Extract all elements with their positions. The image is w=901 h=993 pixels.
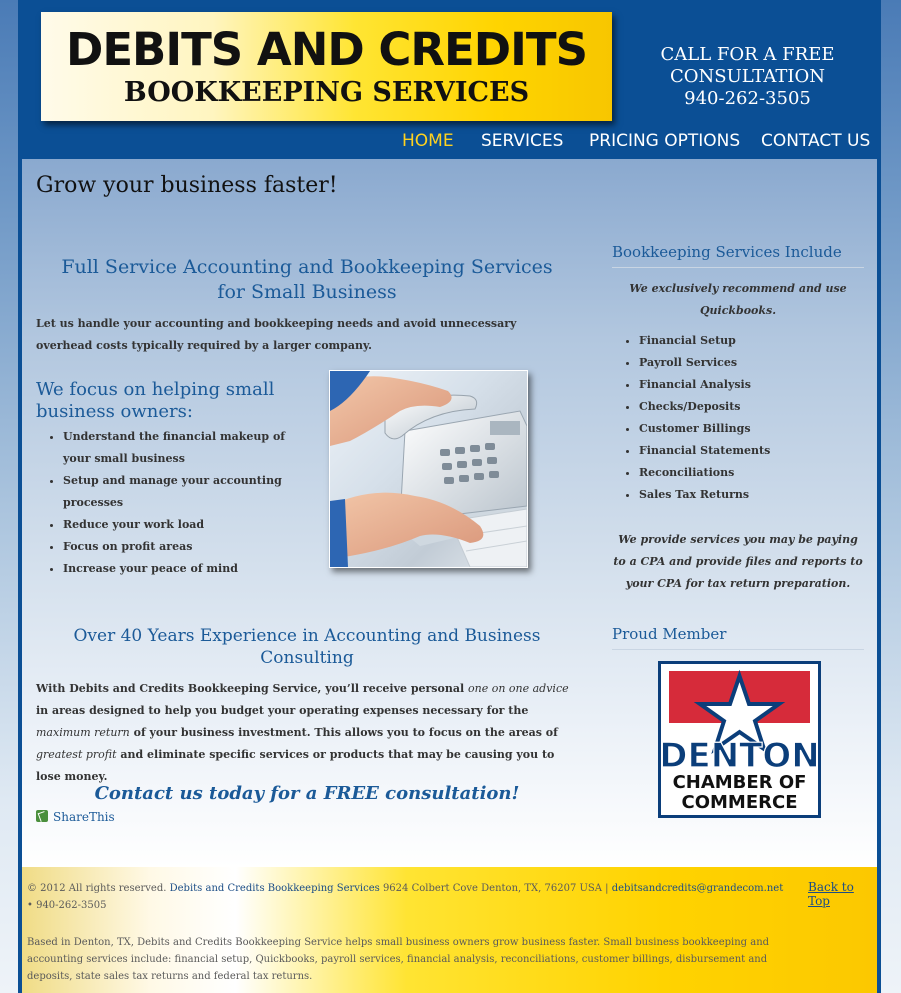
footer-contact-line bbox=[27, 880, 787, 914]
heading-experience: Over 40 Years Experience in Accounting and Business Consulting bbox=[73, 626, 541, 668]
list-item: • Understand the financial makeup of your small business bbox=[63, 426, 313, 470]
company-link[interactable]: Debits and Credits Bookkeeping Services bbox=[169, 883, 380, 894]
header-phone: 940-262-3505 bbox=[684, 88, 811, 109]
badge-line-2: CHAMBER OF bbox=[672, 772, 807, 793]
list-item: • Checks/Deposits bbox=[639, 396, 889, 418]
site-logo[interactable] bbox=[41, 12, 612, 121]
share-this-button[interactable] bbox=[36, 810, 115, 824]
list-item: • Setup and manage your accounting processes bbox=[63, 470, 313, 514]
phone-photo-illustration bbox=[330, 371, 527, 567]
list-item: • Financial Setup bbox=[639, 330, 889, 352]
copyright-text: © 2012 All rights reserved. bbox=[27, 883, 167, 894]
nav-services[interactable]: SERVICES bbox=[481, 131, 564, 151]
badge-line-1: DENTON bbox=[661, 736, 818, 776]
footer-address: 9624 Colbert Cove Denton, TX, 76207 USA | bbox=[379, 883, 612, 894]
text-run: and eliminate specific services or products that may be causing you to lose money. bbox=[36, 748, 555, 783]
focus-list bbox=[36, 426, 313, 580]
logo-subtitle: BOOKKEEPING SERVICES bbox=[123, 77, 530, 108]
call-line-2: CONSULTATION bbox=[670, 66, 825, 87]
nav-pricing-options[interactable]: PRICING OPTIONS bbox=[589, 131, 741, 151]
quickbooks-note: We exclusively recommend and use Quickbooks. bbox=[629, 282, 847, 317]
phone-keyboard-photo bbox=[329, 370, 528, 568]
list-item: • Financial Statements bbox=[639, 440, 889, 462]
text-run: in areas designed to help you budget your operating expenses necessary for the bbox=[36, 704, 529, 717]
heading-full-service: Full Service Accounting and Bookkeeping Services for Small Business bbox=[61, 256, 553, 303]
member-heading: Proud Member bbox=[612, 625, 864, 650]
text-run: of your business investment. This allows you to focus on the areas of bbox=[129, 726, 558, 739]
share-icon bbox=[36, 810, 48, 822]
contact-cta[interactable]: Contact us today for a FREE consultation! bbox=[94, 783, 520, 804]
intro-paragraph: Let us handle your accounting and bookkeeping needs and avoid unnecessary overhead costs typically required by a larger company. bbox=[36, 317, 517, 352]
list-item: • Reconciliations bbox=[639, 462, 889, 484]
chamber-logo-graphic bbox=[661, 664, 818, 815]
list-item: • Payroll Services bbox=[639, 352, 889, 374]
main-content bbox=[22, 159, 877, 867]
back-to-top-link[interactable]: Back to Top bbox=[808, 880, 854, 908]
footer-email-link[interactable]: debitsandcredits@grandecom.net bbox=[611, 883, 784, 894]
logo-title: DEBITS AND CREDITS bbox=[65, 23, 588, 76]
denton-chamber-logo[interactable] bbox=[658, 661, 821, 818]
nav-home[interactable]: HOME bbox=[402, 131, 454, 151]
services-heading: Bookkeeping Services Include bbox=[612, 243, 864, 268]
call-to-action-header bbox=[630, 44, 865, 110]
text-run: With Debits and Credits Bookkeeping Service, you’ll receive personal bbox=[36, 682, 468, 695]
emphasis-maximum-return: maximum return bbox=[36, 726, 130, 739]
list-item: • Reduce your work load bbox=[63, 514, 313, 536]
footer-description: Based in Denton, TX, Debits and Credits Bookkeeping Service helps small business owners grow business faster. Small business bookkeeping and accounting services include: financial setup, Quickbooks, payroll services, financial analysis, reconciliations, customer billings, disbursement and deposits, state sales tax returns and federal tax returns. bbox=[27, 937, 770, 982]
emphasis-greatest-profit: greatest profit bbox=[36, 748, 117, 761]
list-item: • Financial Analysis bbox=[639, 374, 889, 396]
share-label: ShareThis bbox=[53, 810, 115, 824]
list-item: • Sales Tax Returns bbox=[639, 484, 889, 506]
list-item: • Increase your peace of mind bbox=[63, 558, 313, 580]
cpa-note: We provide services you may be paying to a CPA and provide files and reports to your CPA for tax return preparation. bbox=[613, 533, 863, 590]
services-list bbox=[612, 330, 889, 506]
list-item: • Customer Billings bbox=[639, 418, 889, 440]
focus-heading: We focus on helping small business owners: bbox=[36, 379, 275, 422]
page-title: Grow your business faster! bbox=[36, 173, 338, 198]
nav-contact-us[interactable]: CONTACT US bbox=[761, 131, 871, 151]
experience-paragraph bbox=[36, 678, 576, 788]
badge-line-3: COMMERCE bbox=[681, 792, 798, 813]
list-item: • Focus on profit areas bbox=[63, 536, 313, 558]
site-footer bbox=[22, 867, 877, 993]
emphasis-one-on-one: one on one advice bbox=[467, 682, 569, 695]
call-line-1: CALL FOR A FREE bbox=[660, 44, 835, 65]
main-nav bbox=[360, 131, 870, 153]
footer-phone: • 940-262-3505 bbox=[27, 900, 107, 911]
